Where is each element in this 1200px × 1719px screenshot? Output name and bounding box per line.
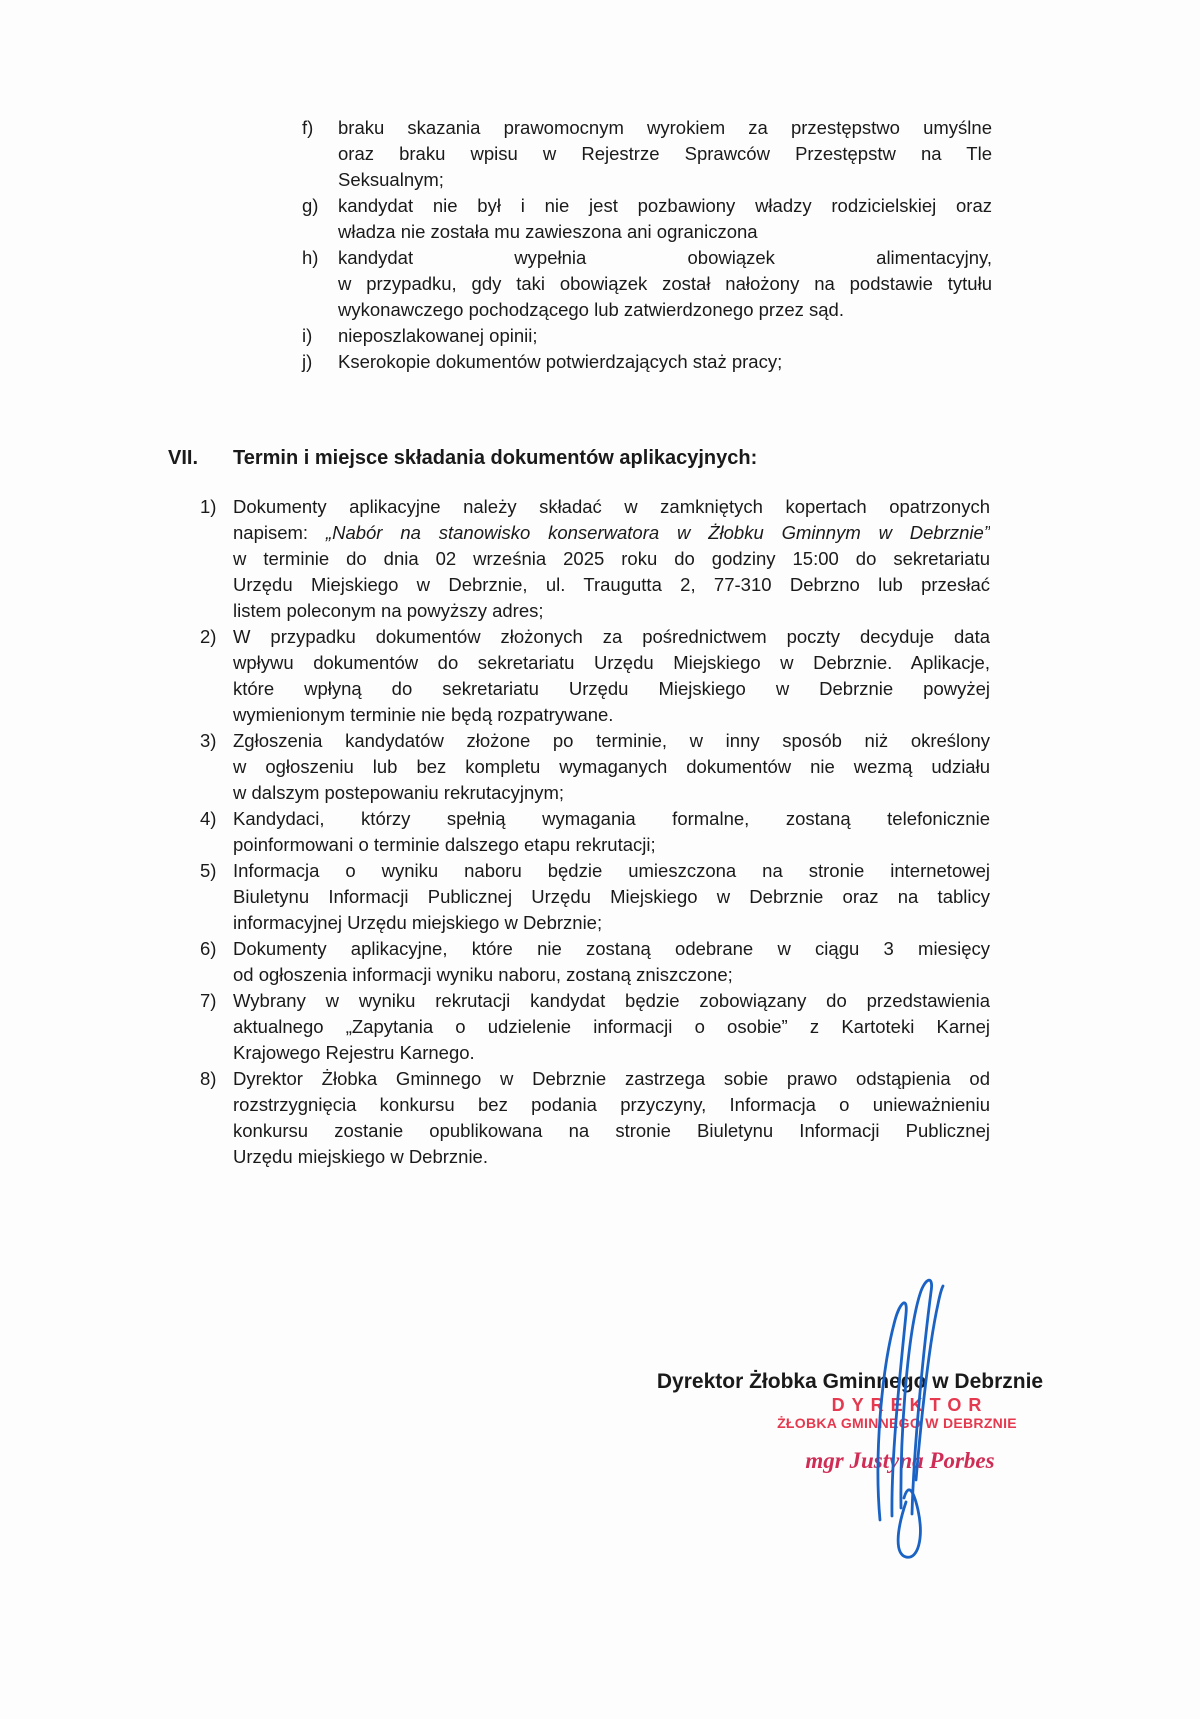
section-title: Termin i miejsce składania dokumentów aplikacyjnych: (233, 447, 758, 469)
list-marker: j) (302, 351, 313, 372)
list-text (233, 858, 990, 936)
list-item-j (302, 349, 992, 375)
text-line: rozstrzygnięcia konkursu bez podania przyczyny, Informacja o unieważnieniu (233, 1094, 990, 1115)
text-line: Urzędu Miejskiego w Debrznie, ul. Traugutta 2, 77-310 Debrzno lub przesłać (233, 574, 990, 595)
text-line: listem poleconym na powyższy adres; (233, 600, 544, 621)
text-line: w przypadku, gdy taki obowiązek został nałożony na podstawie tytułu (338, 273, 992, 294)
text-line: wpływu dokumentów do sekretariatu Urzędu Miejskiego w Debrznie. Aplikacje, (233, 652, 990, 673)
list-item-8 (200, 1066, 990, 1170)
numbered-list (200, 494, 990, 1170)
list-marker: 4) (200, 808, 217, 829)
text-run-italic: „Nabór na stanowisko konserwatora w Żłobku Gminnym w Debrznie” (325, 522, 990, 543)
handwritten-signature-scribble (846, 1270, 946, 1565)
list-text (233, 806, 990, 858)
list-marker: f) (302, 117, 314, 138)
list-item-5 (200, 858, 990, 936)
list-marker: 8) (200, 1068, 217, 1089)
list-marker: 3) (200, 730, 217, 751)
text-line: poinformowani o terminie dalszego etapu rekrutacji; (233, 834, 656, 855)
list-marker: 1) (200, 496, 217, 517)
list-text (233, 988, 990, 1066)
text-line: od ogłoszenia informacji wyniku naboru, zostaną zniszczone; (233, 964, 733, 985)
list-item-1 (200, 494, 990, 624)
text-line: Wybrany w wyniku rekrutacji kandydat będzie zobowiązany do przedstawienia (233, 990, 990, 1011)
list-text (338, 323, 992, 349)
list-marker: 2) (200, 626, 217, 647)
text-line: Zgłoszenia kandydatów złożone po terminie, w inny sposób niż określony (233, 730, 990, 751)
list-text (233, 728, 990, 806)
list-text (338, 193, 992, 245)
list-marker: 7) (200, 990, 217, 1011)
text-line: Urzędu miejskiego w Debrznie. (233, 1146, 488, 1167)
list-text (233, 1066, 990, 1170)
text-line: które wpłyną do sekretariatu Urzędu Miejskiego w Debrznie powyżej (233, 678, 990, 699)
list-marker: 5) (200, 860, 217, 881)
text-line: aktualnego „Zapytania o udzielenie informacji o osobie” z Kartoteki Karnej (233, 1016, 990, 1037)
section-number: VII. (168, 447, 199, 469)
list-item-4 (200, 806, 990, 858)
section-heading (168, 444, 998, 472)
text-line: braku skazania prawomocnym wyrokiem za przestępstwo umyślne (338, 117, 992, 138)
text-line: oraz braku wpisu w Rejestrze Sprawców Przestępstw na Tle (338, 143, 992, 164)
text-line: Kserokopie dokumentów potwierdzających staż pracy; (338, 351, 783, 372)
text-line: w terminie do dnia 02 września 2025 roku do godziny 15:00 do sekretariatu (233, 548, 990, 569)
text-run: napisem: (233, 522, 326, 543)
list-text (233, 494, 990, 624)
text-line: konkursu zostanie opublikowana na stronie Biuletynu Informacji Publicznej (233, 1120, 990, 1141)
text-line: Informacja o wyniku naboru będzie umieszczona na stronie internetowej (233, 860, 990, 881)
text-line: Krajowego Rejestru Karnego. (233, 1042, 475, 1063)
text-line: Dokumenty aplikacyjne należy składać w zamkniętych kopertach opatrzonych (233, 496, 990, 517)
list-marker: g) (302, 195, 319, 216)
list-text (338, 245, 992, 323)
text-line: Dokumenty aplikacyjne, które nie zostaną odebrane w ciągu 3 miesięcy (233, 938, 990, 959)
stamp-line-1: DYREKTOR (831, 1395, 989, 1415)
text-line: W przypadku dokumentów złożonych za pośrednictwem poczty decyduje data (233, 626, 990, 647)
list-text (338, 115, 992, 193)
lettered-list (302, 115, 992, 375)
list-item-i (302, 323, 992, 349)
stamp-signer-name: mgr Justyna Porbes (805, 1448, 995, 1473)
list-text (233, 624, 990, 728)
list-item-7 (200, 988, 990, 1066)
text-line: Dyrektor Żłobka Gminnego w Debrznie zastrzega sobie prawo odstąpienia od (233, 1068, 990, 1089)
text-line: Biuletynu Informacji Publicznej Urzędu Miejskiego w Debrznie oraz na tablicy (233, 886, 990, 907)
text-line: w dalszym postepowaniu rekrutacyjnym; (233, 782, 565, 803)
text-line: wymienionym terminie nie będą rozpatrywane. (233, 704, 614, 725)
text-line: kandydat wypełnia obowiązek alimentacyjny, (338, 247, 992, 268)
text-line (233, 520, 990, 546)
text-line: władza nie została mu zawieszona ani ograniczona (338, 221, 758, 242)
list-text (338, 349, 992, 375)
list-text (233, 936, 990, 988)
list-marker: h) (302, 247, 319, 268)
text-line: informacyjnej Urzędu miejskiego w Debrznie; (233, 912, 603, 933)
list-marker: 6) (200, 938, 217, 959)
text-line: w ogłoszeniu lub bez kompletu wymaganych dokumentów nie wezmą udziału (233, 756, 990, 777)
list-item-2 (200, 624, 990, 728)
list-item-g (302, 193, 992, 245)
text-line: nieposzlakowanej opinii; (338, 325, 538, 346)
list-item-h (302, 245, 992, 323)
text-line: Kandydaci, którzy spełnią wymagania formalne, zostaną telefonicznie (233, 808, 990, 829)
text-line: Seksualnym; (338, 169, 444, 190)
list-item-3 (200, 728, 990, 806)
stamp-line-2: ŻŁOBKA GMINNEGO W DEBRZNIE (777, 1415, 1017, 1431)
list-marker: i) (302, 325, 313, 346)
text-line: kandydat nie był i nie jest pozbawiony władzy rodzicielskiej oraz (338, 195, 992, 216)
text-line: wykonawczego pochodzącego lub zatwierdzonego przez sąd. (338, 299, 844, 320)
signature-title: Dyrektor Żłobka Gminnego w Debrznie (656, 1370, 1044, 1393)
list-item-6 (200, 936, 990, 988)
list-item-f (302, 115, 992, 193)
